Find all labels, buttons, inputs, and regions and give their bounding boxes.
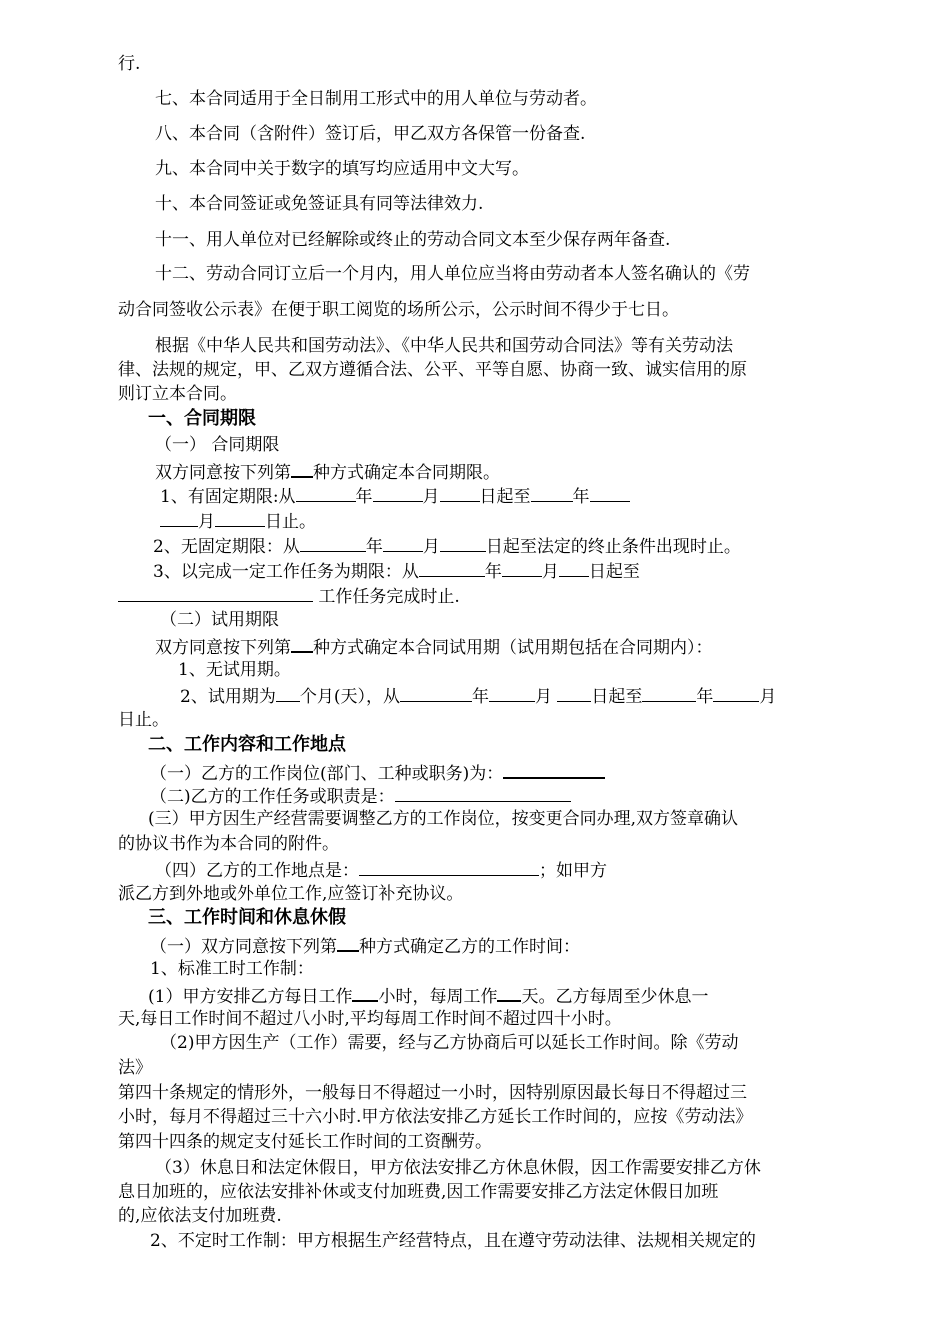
trial-start-month-blank[interactable]: [489, 684, 535, 702]
fixed-term-line: 1、有固定期限:从 年 月 日起至 年: [160, 484, 630, 508]
overtime-line1: （2)甲方因生产（工作）需要，经与乙方协商后可以延长工作时间。除《劳动: [160, 1033, 739, 1053]
trial-choice-blank[interactable]: [291, 634, 313, 653]
standard-hours-line2: 天,每日工作时间不超过八小时,平均每周工作时间不超过四十小时。: [118, 1009, 622, 1029]
open-start-day-blank[interactable]: [440, 534, 486, 552]
holiday-line1: （3）休息日和法定休假日，甲方依法安排乙方休息休假，因工作需要安排乙方休: [155, 1158, 761, 1178]
fixed-start-year-blank[interactable]: [296, 484, 356, 502]
overtime-line3: 第四十条规定的情形外，一般每日不得超过一小时，因特别原因最长每日不得超过三: [118, 1083, 747, 1103]
standard-hours-line1: (1）甲方安排乙方每日工作 小时，每周工作 天。乙方每周至少休息一: [148, 983, 708, 1008]
trial-end-year-blank[interactable]: [642, 684, 696, 702]
job-adjustment-line1: (三）甲方因生产经营需要调整乙方的工作岗位，按变更合同办理,双方签章确认: [148, 809, 739, 829]
open-start-month-blank[interactable]: [383, 534, 423, 552]
work-time-choice-blank[interactable]: [337, 933, 359, 952]
clause-8: 八、本合同（含附件）签订后，甲乙双方各保管一份备查.: [155, 124, 586, 144]
trial-option-1: 1、无试用期。: [178, 660, 291, 680]
section-3-title: 三、工作时间和休息休假: [148, 907, 346, 928]
open-term-line: 2、无固定期限：从 年 月 日起至法定的终止条件出现时止。: [153, 534, 741, 558]
work-location-line: （四）乙方的工作地点是： ；如甲方: [155, 858, 607, 882]
task-start-month-blank[interactable]: [502, 559, 542, 577]
overtime-line5: 第四十四条的规定支付延长工作时间的工资酬劳。: [118, 1132, 492, 1152]
trial-end-month-blank[interactable]: [713, 684, 759, 702]
work-time-choice-line: （一）双方同意按下列第 种方式确定乙方的工作时间：: [150, 933, 580, 958]
flexible-hours-line1: 2、不定时工作制：甲方根据生产经营特点，且在遵守劳动法律、法规相关规定的: [150, 1231, 756, 1251]
clause-9: 九、本合同中关于数字的填写均应适用中文大写。: [155, 159, 529, 179]
section-1-title: 一、合同期限: [148, 408, 256, 429]
term-choice-blank[interactable]: [291, 459, 313, 478]
fixed-end-day-blank[interactable]: [215, 509, 265, 527]
fixed-end-year-blank[interactable]: [531, 484, 573, 502]
work-location-blank[interactable]: [359, 858, 539, 876]
overtime-line4: 小时，每月不得超过三十六小时.甲方依法安排乙方延长工作时间的，应按《劳动法》: [118, 1107, 753, 1127]
job-adjustment-line2: 的协议书作为本合同的附件。: [118, 834, 339, 854]
job-duty-blank[interactable]: [395, 784, 571, 802]
job-position-line: （一）乙方的工作岗位(部门、工种或职务)为：: [150, 760, 605, 785]
clause-7: 七、本合同适用于全日制用工形式中的用人单位与劳动者。: [155, 89, 597, 109]
task-description-blank[interactable]: [118, 584, 313, 602]
fixed-start-month-blank[interactable]: [373, 484, 423, 502]
job-position-blank[interactable]: [503, 760, 605, 779]
fixed-start-day-blank[interactable]: [440, 484, 480, 502]
clause-11: 十一、用人单位对已经解除或终止的劳动合同文本至少保存两年备查.: [155, 230, 671, 250]
overtime-line2: 法》: [118, 1058, 152, 1078]
task-term-line: 3、以完成一定工作任务为期限：从 年 月 日起至: [153, 559, 640, 583]
fixed-term-line2: 月 日止。: [160, 509, 316, 533]
trial-start-day-blank[interactable]: [557, 684, 591, 702]
open-start-year-blank[interactable]: [300, 534, 366, 552]
fixed-end-month-fill[interactable]: [590, 484, 630, 502]
holiday-line3: 的,应依法支付加班费.: [118, 1206, 282, 1226]
preamble-line1: 根据《中华人民共和国劳动法》、《中华人民共和国劳动合同法》等有关劳动法: [155, 336, 733, 356]
subsection-trial: （二）试用期限: [160, 610, 279, 630]
preamble-line2: 律、法规的规定，甲、乙双方遵循合法、公平、平等自愿、协商一致、诚实信用的原: [118, 360, 747, 380]
standard-hours-heading: 1、标准工时工作制：: [150, 959, 314, 979]
daily-hours-blank[interactable]: [352, 983, 378, 1002]
clause-10: 十、本合同签证或免签证具有同等法律效力.: [155, 194, 484, 214]
fixed-end-month-blank[interactable]: [160, 509, 198, 527]
task-start-year-blank[interactable]: [419, 559, 485, 577]
trial-choice-line: 双方同意按下列第 种方式确定本合同试用期（试用期包括在合同期内）：: [155, 634, 713, 659]
clause-12-line2: 动合同签收公示表》在便于职工阅览的场所公示，公示时间不得少于七日。: [118, 300, 679, 320]
clause-continuation: 行.: [118, 54, 141, 74]
term-choice-line: 双方同意按下列第 种方式确定本合同期限。: [155, 459, 500, 484]
trial-option-2-end: 日止。: [118, 710, 169, 730]
trial-start-year-blank[interactable]: [400, 684, 472, 702]
section-2-title: 二、工作内容和工作地点: [148, 734, 346, 755]
clause-12-line1: 十二、劳动合同订立后一个月内，用人单位应当将由劳动者本人签名确认的《劳: [155, 264, 750, 284]
holiday-line2: 息日加班的，应依法安排补休或支付加班费,因工作需要安排乙方法定休假日加班: [118, 1182, 719, 1202]
weekly-days-blank[interactable]: [497, 983, 521, 1002]
task-term-line2: 工作任务完成时止.: [118, 584, 460, 608]
trial-option-2: 2、试用期为 个月(天），从 年 月 日起至 年 月: [180, 684, 776, 708]
job-duty-line: （二)乙方的工作任务或职责是：: [150, 784, 571, 808]
task-start-day-blank[interactable]: [559, 559, 589, 577]
preamble-line3: 则订立本合同。: [118, 384, 237, 404]
trial-months-blank[interactable]: [276, 684, 300, 702]
work-location-line2: 派乙方到外地或外单位工作,应签订补充协议。: [118, 884, 464, 904]
subsection-term: （一） 合同期限: [155, 435, 280, 455]
